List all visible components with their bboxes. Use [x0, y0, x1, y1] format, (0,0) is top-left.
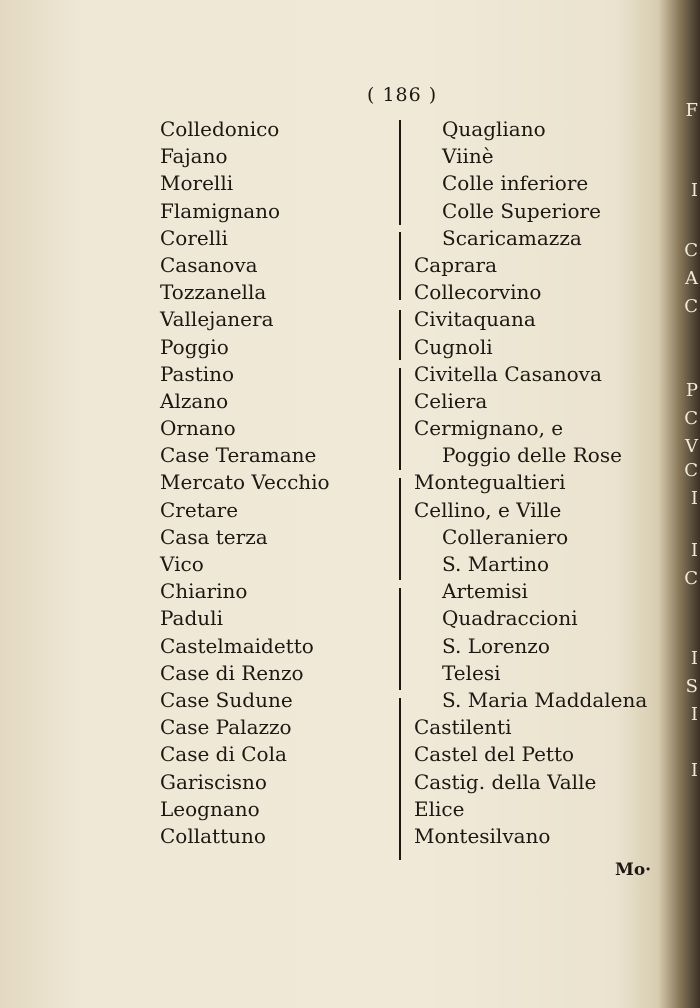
- left-list-item: Alzano: [160, 388, 229, 413]
- brace-line: [399, 478, 401, 580]
- edge-letter: C: [684, 240, 698, 261]
- edge-letter: I: [690, 704, 698, 725]
- right-list-item: S. Martino: [442, 552, 550, 576]
- right-list-item: Civitella Casanova: [414, 361, 602, 386]
- left-list-item: Case di Renzo: [160, 660, 304, 685]
- right-list-item: Quadraccioni: [442, 606, 578, 631]
- left-list-item: Vallejanera: [160, 307, 274, 332]
- right-list-item: Celiera: [414, 388, 488, 413]
- right-list-item: Collecorvino: [414, 280, 542, 305]
- right-list-item: Cellino, e Ville: [414, 497, 562, 522]
- edge-letter: S: [685, 676, 698, 697]
- left-list-item: Paduli: [160, 606, 223, 631]
- left-list-item: Casa terza: [160, 524, 268, 549]
- left-list-item: Morelli: [160, 171, 234, 196]
- right-list-item: Colle Superiore: [442, 198, 601, 223]
- left-list-item: Collattuno: [160, 823, 266, 848]
- right-list-item: Civitaquana: [414, 307, 536, 332]
- left-list-item: Pastino: [160, 361, 235, 386]
- right-list-item: Caprara: [414, 252, 497, 277]
- right-list-item: Poggio delle Rose: [442, 443, 622, 468]
- left-list-item: Vico: [160, 552, 204, 576]
- right-list-item: Castilenti: [414, 715, 512, 740]
- edge-letter: I: [690, 180, 698, 201]
- left-list-item: Mercato Vecchio: [160, 470, 330, 495]
- edge-letter: C: [684, 296, 698, 317]
- left-list-item: Flamignano: [160, 198, 281, 223]
- right-column-place-list: [414, 116, 647, 850]
- left-list-item: Tozzanella: [160, 280, 267, 305]
- left-list-item: Case Palazzo: [160, 715, 292, 740]
- left-list-item: Poggio: [160, 334, 229, 359]
- right-list-item: Telesi: [442, 660, 501, 685]
- edge-letter: C: [684, 460, 698, 481]
- edge-letter: I: [690, 760, 698, 781]
- right-list-item: S. Lorenzo: [442, 633, 550, 658]
- edge-letter: I: [690, 648, 698, 669]
- brace-line: [399, 120, 401, 225]
- left-list-item: Colledonico: [160, 117, 280, 141]
- left-list-item: Casanova: [160, 252, 258, 277]
- left-list-item: Corelli: [160, 225, 228, 250]
- left-list-item: Leognano: [160, 796, 260, 821]
- edge-letter: C: [684, 568, 698, 589]
- brace-line: [399, 698, 401, 860]
- right-list-item: Cugnoli: [414, 334, 493, 359]
- right-list-item: Montesilvano: [414, 823, 551, 848]
- brace-line: [399, 588, 401, 690]
- right-list-item: Cermignano, e: [414, 416, 564, 441]
- right-list-item: Castel del Petto: [414, 742, 575, 767]
- left-list-item: Chiarino: [160, 579, 248, 604]
- left-list-item: Case di Cola: [160, 742, 287, 767]
- right-list-item: Montegualtieri: [414, 470, 566, 495]
- right-list-item: Castig. della Valle: [414, 769, 597, 794]
- right-list-item: Viinè: [442, 144, 494, 169]
- edge-letter: C: [684, 408, 698, 429]
- right-list-item: Elice: [414, 796, 465, 821]
- edge-letter: F: [685, 100, 698, 121]
- right-list-item: Scaricamazza: [442, 225, 582, 250]
- left-list-item: Case Teramane: [160, 443, 317, 468]
- brace-line: [399, 368, 401, 470]
- adjacent-page-edge: [678, 0, 700, 1008]
- edge-letter: V: [685, 436, 698, 457]
- left-column-place-list: [160, 116, 330, 850]
- edge-letter: I: [690, 488, 698, 509]
- brace-line: [399, 232, 401, 300]
- left-list-item: Case Sudune: [160, 687, 293, 712]
- catchword: Mo·: [615, 860, 652, 880]
- right-list-item: Colle inferiore: [442, 171, 589, 196]
- page-number: ( 186 ): [367, 84, 438, 106]
- right-list-item: S. Maria Maddalena: [442, 687, 648, 712]
- edge-letter: A: [685, 268, 698, 289]
- edge-letter: I: [690, 540, 698, 561]
- left-list-item: Gariscisno: [160, 769, 267, 794]
- right-list-item: Quagliano: [442, 117, 546, 141]
- left-list-item: Castelmaidetto: [160, 633, 314, 658]
- right-list-item: Colleraniero: [442, 524, 569, 549]
- brace-line: [399, 310, 401, 360]
- left-list-item: Fajano: [160, 144, 228, 169]
- left-list-item: Ornano: [160, 416, 236, 441]
- edge-letter: P: [685, 380, 698, 401]
- left-list-item: Cretare: [160, 497, 239, 522]
- right-list-item: Artemisi: [442, 579, 528, 604]
